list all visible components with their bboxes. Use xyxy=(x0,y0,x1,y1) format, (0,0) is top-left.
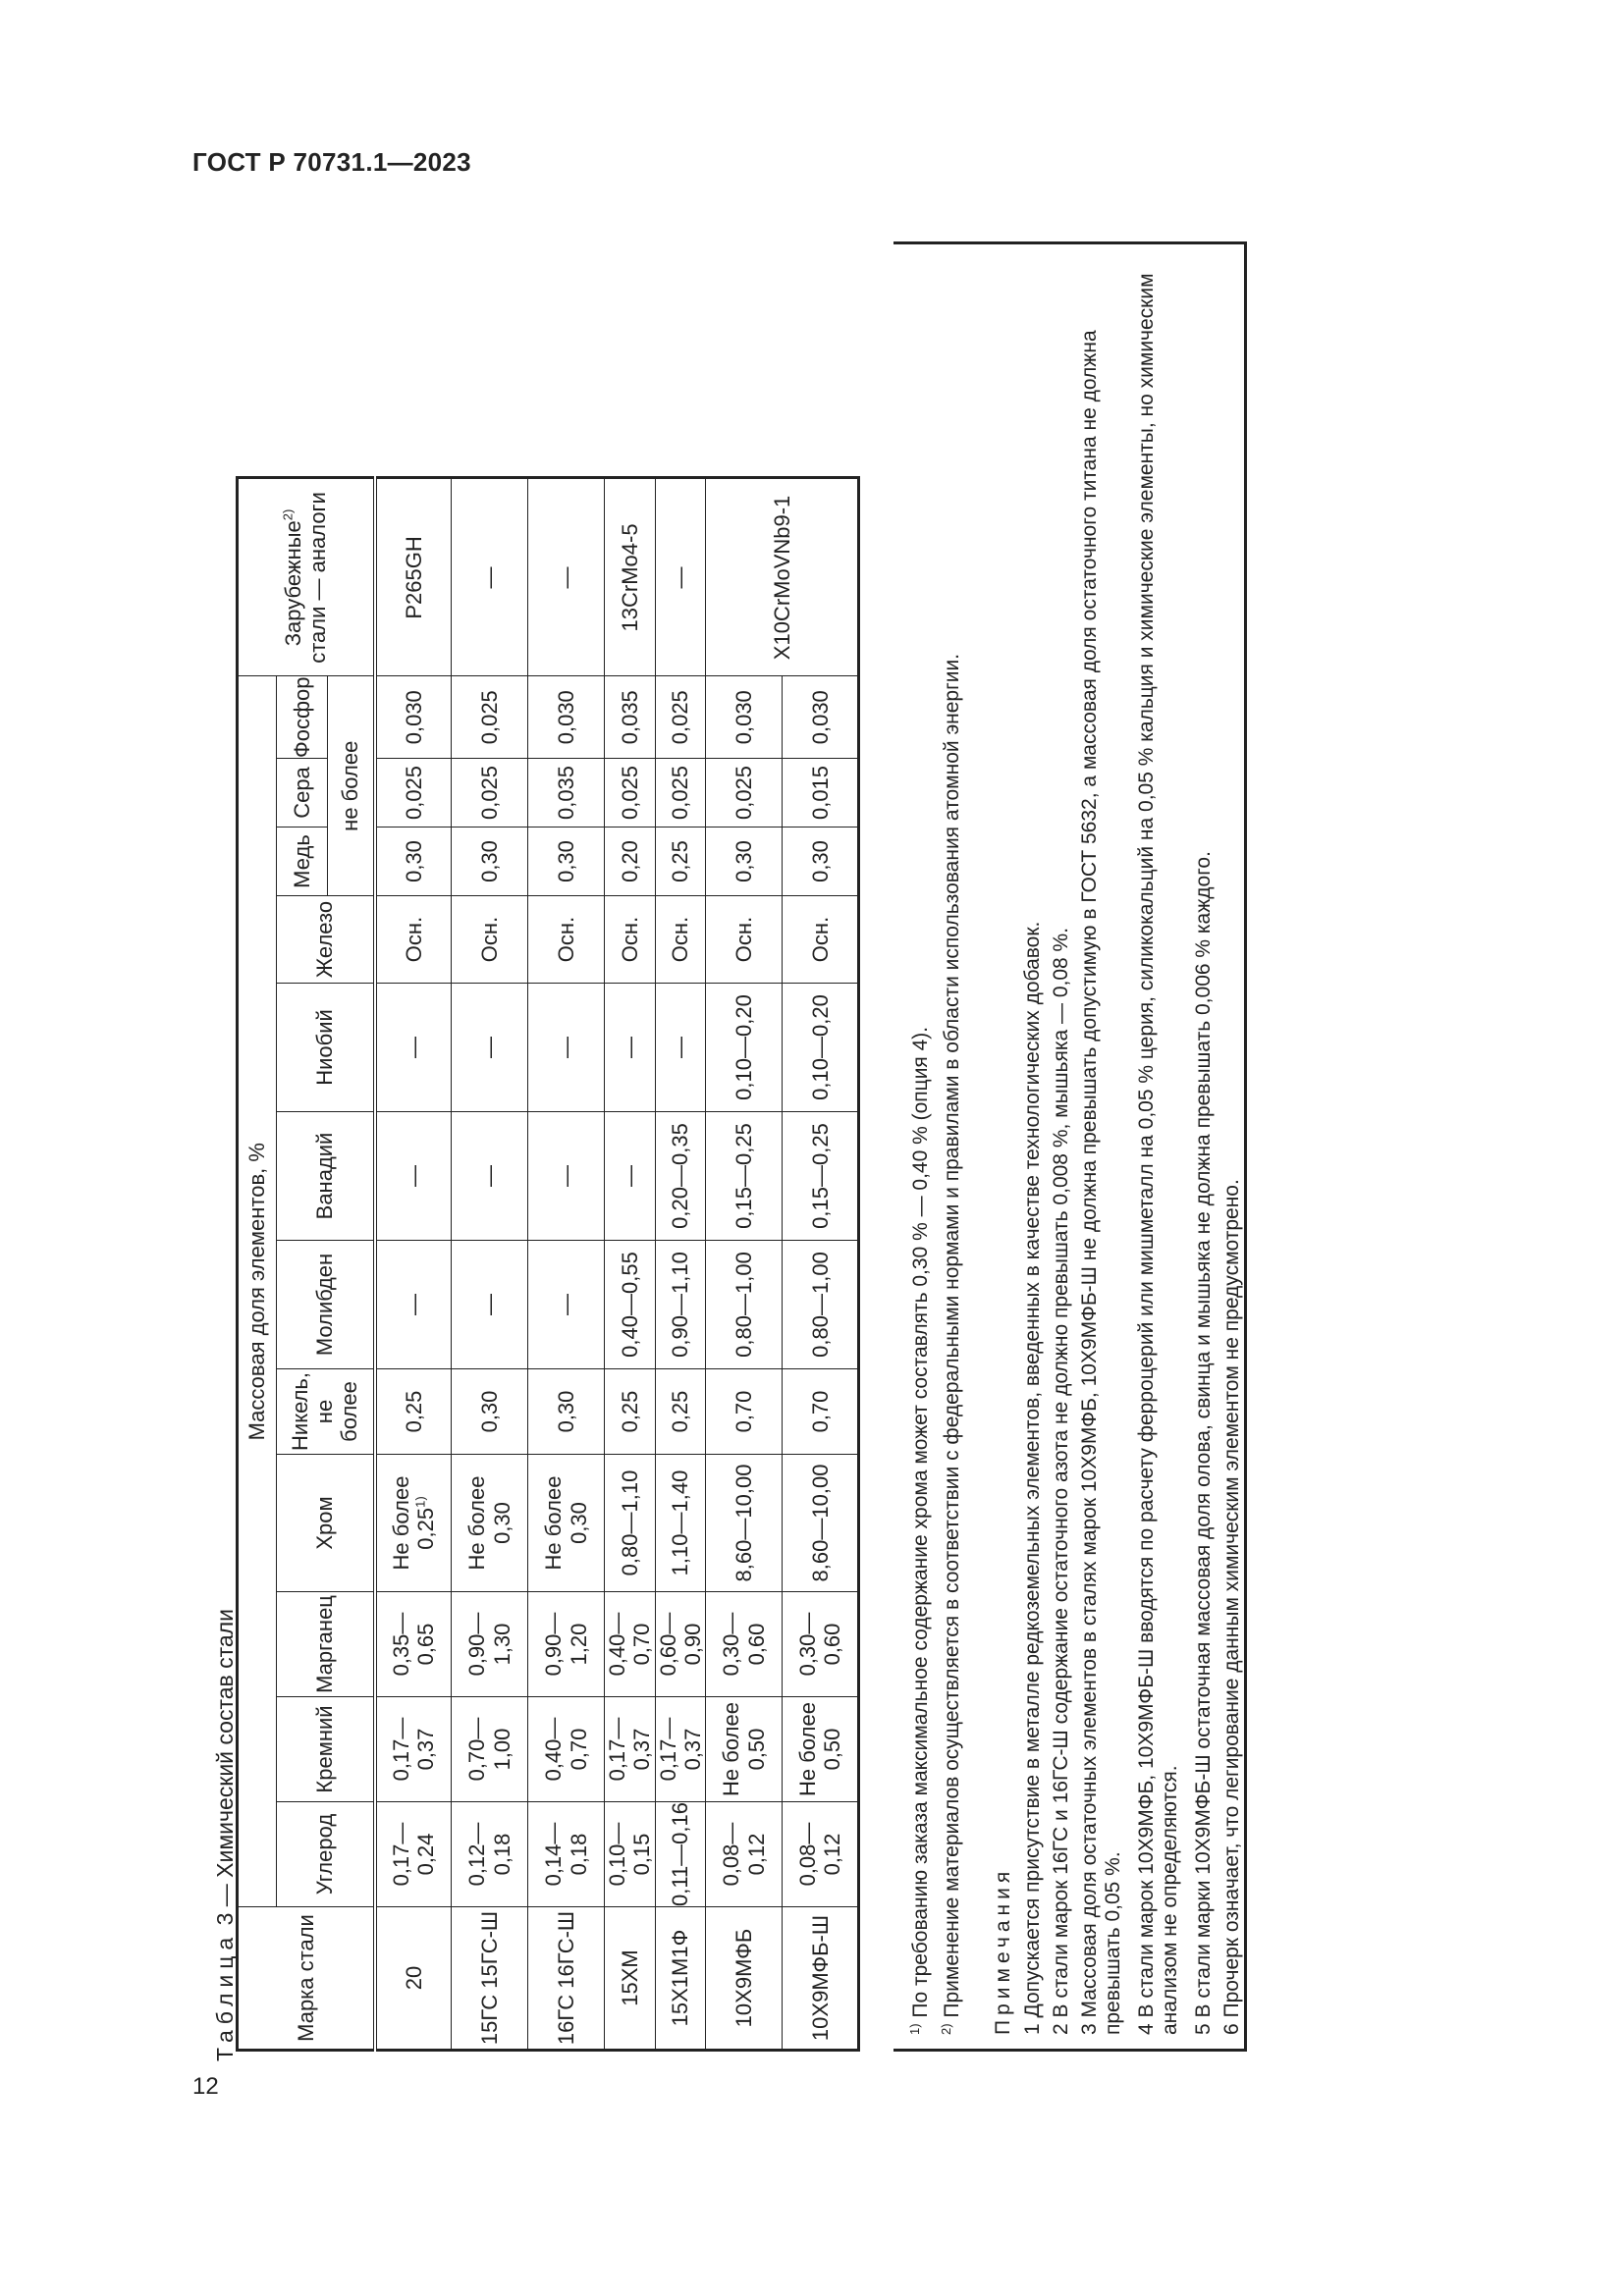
cell-value: Не более 0,50 xyxy=(794,1702,845,1796)
cell-copper xyxy=(452,828,528,896)
cell-value: Не более 0,25 xyxy=(388,1475,439,1571)
cell-value: 0,08—0,12 xyxy=(719,1822,769,1887)
cell-value: 0,30—0,60 xyxy=(794,1612,845,1677)
cell-vanadium xyxy=(605,1112,656,1241)
cell-value: 10Х9МФБ xyxy=(731,1928,757,2028)
cell-value: 0,025 xyxy=(617,765,642,821)
header-phosphorus: Фосфор xyxy=(277,676,328,759)
table-row xyxy=(783,478,859,2051)
cell-value: X10CrMoVNb9-1 xyxy=(769,495,794,661)
cell-value: 0,25 xyxy=(668,840,693,882)
cell-value: 13CrMo4-5 xyxy=(617,523,642,632)
cell-value: 0,25 xyxy=(668,1390,693,1433)
cell-phosphorus xyxy=(528,676,605,759)
header-niobium: Ниобий xyxy=(277,984,375,1112)
cell-value: 0,025 xyxy=(476,690,502,745)
cell-value: 0,30—0,60 xyxy=(719,1612,769,1677)
cell-value: 0,08—0,12 xyxy=(794,1822,845,1887)
cell-value: 0,25 xyxy=(401,1390,426,1433)
cell-silicon xyxy=(375,1697,452,1802)
cell-value: — xyxy=(401,1294,426,1315)
cell-niobium xyxy=(528,984,605,1112)
header-manganese: Марганец xyxy=(277,1592,375,1697)
cell-carbon xyxy=(528,1802,605,1907)
cell-vanadium xyxy=(528,1112,605,1241)
cell-footnote-mark: 1) xyxy=(412,1496,428,1508)
cell-value: 15ГС 15ГС-Ш xyxy=(476,1910,502,2046)
note-4: 4 В стали марок 10Х9МФБ, 10Х9МФБ-Ш вводятся по расчету ферроцерий или мишметалл на 0,05 % церия, силикокальций на 0,05 % кальция и химические элементы, но химическим анализом не определяются. xyxy=(1135,273,1181,2035)
cell-value: 0,90—1,20 xyxy=(541,1612,591,1677)
cell-molybdenum xyxy=(706,1241,783,1369)
cell-iron xyxy=(706,896,783,984)
cell-value: — xyxy=(617,1165,642,1187)
header-mass-fraction: Массовая доля элементов, % xyxy=(238,676,277,1907)
cell-foreign xyxy=(605,478,656,676)
cell-grade xyxy=(375,1907,452,2051)
cell-value: Не более 0,30 xyxy=(464,1475,514,1571)
cell-iron xyxy=(605,896,656,984)
cell-niobium xyxy=(706,984,783,1112)
cell-manganese xyxy=(528,1592,605,1697)
cell-value: 0,025 xyxy=(668,690,693,745)
cell-value: Осн. xyxy=(553,916,578,963)
cell-nickel xyxy=(528,1369,605,1455)
cell-nickel xyxy=(783,1369,859,1455)
cell-manganese xyxy=(783,1592,859,1697)
cell-foreign xyxy=(375,478,452,676)
cell-value: — xyxy=(553,1165,578,1187)
note-5: 5 В стали марки 10Х9МФБ-Ш остаточная массовая доля олова, свинца и мышьяка не должна превышать 0,006 % каждого. xyxy=(1192,851,1215,2035)
cell-value: 0,30 xyxy=(476,1390,502,1433)
table-row xyxy=(375,478,452,2051)
cell-carbon xyxy=(655,1802,706,1907)
table-row xyxy=(605,478,656,2051)
cell-value: 0,035 xyxy=(553,765,578,821)
cell-value: 15Х1М1Ф xyxy=(668,1929,693,2027)
header-copper: Медь xyxy=(277,828,328,896)
cell-nickel xyxy=(605,1369,656,1455)
table-caption xyxy=(212,1609,239,2061)
cell-value: Не более 0,30 xyxy=(541,1475,591,1571)
cell-sulfur xyxy=(452,759,528,828)
cell-value: 0,015 xyxy=(807,765,833,821)
cell-value: 0,90—1,10 xyxy=(668,1252,693,1358)
table-row xyxy=(452,478,528,2051)
cell-value: 8,60—10,00 xyxy=(807,1464,833,1582)
cell-value: 10Х9МФБ-Ш xyxy=(807,1914,833,2042)
cell-chromium xyxy=(783,1455,859,1592)
cell-molybdenum xyxy=(783,1241,859,1369)
cell-value: 0,030 xyxy=(553,690,578,745)
note-1: 1 Допускается присутствие в металле редкоземельных элементов, введенных в качестве технологических добавок. xyxy=(1021,921,1044,2035)
cell-value: 1,10—1,40 xyxy=(668,1469,693,1576)
header-chromium: Хром xyxy=(277,1455,375,1592)
cell-nickel xyxy=(452,1369,528,1455)
cell-value: 0,70 xyxy=(807,1390,833,1433)
cell-value: 0,030 xyxy=(401,690,426,745)
cell-manganese xyxy=(655,1592,706,1697)
cell-sulfur xyxy=(375,759,452,828)
cell-silicon xyxy=(655,1697,706,1802)
cell-value: 0,80—1,00 xyxy=(807,1252,833,1358)
cell-phosphorus xyxy=(375,676,452,759)
footnote-2 xyxy=(939,654,964,2035)
cell-carbon xyxy=(605,1802,656,1907)
cell-value: — xyxy=(476,1037,502,1058)
cell-value: 0,030 xyxy=(807,690,833,745)
cell-value: — xyxy=(617,1037,642,1058)
cell-value: Не более 0,50 xyxy=(719,1702,769,1796)
cell-carbon xyxy=(375,1802,452,1907)
notes-title: Примечания xyxy=(992,1866,1014,2035)
cell-manganese xyxy=(375,1592,452,1697)
note-2: 2 В стали марок 16ГС и 16ГС-Ш содержание остаточного азота не должно превышать 0,008 %, мышьяка — 0,08 %. xyxy=(1050,927,1072,2035)
header-foreign xyxy=(238,478,375,676)
cell-value: 8,60—10,00 xyxy=(731,1464,757,1582)
cell-value: 0,12—0,18 xyxy=(464,1822,514,1887)
chemical-composition-table xyxy=(236,476,860,2052)
cell-manganese xyxy=(452,1592,528,1697)
cell-iron xyxy=(452,896,528,984)
cell-value: 0,11—0,16 xyxy=(668,1801,693,1906)
cell-manganese xyxy=(706,1592,783,1697)
cell-iron xyxy=(655,896,706,984)
cell-value: 0,17—0,37 xyxy=(605,1717,655,1782)
cell-chromium xyxy=(528,1455,605,1592)
cell-value: Осн. xyxy=(807,916,833,963)
cell-value: 0,025 xyxy=(476,765,502,821)
cell-sulfur xyxy=(528,759,605,828)
cell-vanadium xyxy=(452,1112,528,1241)
cell-value: 0,40—0,70 xyxy=(541,1717,591,1782)
cell-niobium xyxy=(655,984,706,1112)
cell-value: 0,70—1,00 xyxy=(464,1717,514,1782)
cell-foreign xyxy=(655,478,706,676)
cell-nickel xyxy=(706,1369,783,1455)
cell-phosphorus xyxy=(706,676,783,759)
cell-copper xyxy=(655,828,706,896)
cell-foreign xyxy=(452,478,528,676)
cell-sulfur xyxy=(605,759,656,828)
cell-value: 0,030 xyxy=(731,690,757,745)
cell-silicon xyxy=(528,1697,605,1802)
cell-value: 0,15—0,25 xyxy=(807,1123,833,1229)
cell-phosphorus xyxy=(655,676,706,759)
header-foreign-sup: 2) xyxy=(280,508,296,521)
cell-vanadium xyxy=(706,1112,783,1241)
cell-niobium xyxy=(783,984,859,1112)
cell-niobium xyxy=(605,984,656,1112)
cell-value: 0,10—0,15 xyxy=(605,1822,655,1887)
footnote-text: По требованию заказа максимальное содержание хрома может составлять 0,30 % — 0,40 % (опция 4). xyxy=(909,1026,932,2018)
header-foreign-text-2: стали — аналоги xyxy=(305,492,331,664)
header-sulfur: Сера xyxy=(277,759,328,828)
cell-value: 0,40—0,55 xyxy=(617,1252,642,1358)
cell-chromium xyxy=(706,1455,783,1592)
cell-value: Осн. xyxy=(617,916,642,963)
header-iron: Железо xyxy=(277,896,375,984)
cell-value: 0,20 xyxy=(617,840,642,882)
cell-chromium xyxy=(605,1455,656,1592)
cell-vanadium xyxy=(655,1112,706,1241)
cell-value: — xyxy=(476,566,502,589)
notes-box xyxy=(893,241,1247,2052)
cell-value: 0,025 xyxy=(668,765,693,821)
header-silicon: Кремний xyxy=(277,1697,375,1802)
cell-vanadium xyxy=(783,1112,859,1241)
header-molybdenum: Молибден xyxy=(277,1241,375,1369)
cell-value: 15ХМ xyxy=(617,1949,642,2006)
header-carbon: Углерод xyxy=(277,1802,375,1907)
cell-iron xyxy=(375,896,452,984)
cell-molybdenum xyxy=(375,1241,452,1369)
cell-sulfur xyxy=(783,759,859,828)
cell-value: P265GH xyxy=(401,536,426,619)
cell-value: 0,17—0,37 xyxy=(388,1717,439,1782)
cell-nickel xyxy=(655,1369,706,1455)
cell-iron xyxy=(528,896,605,984)
cell-copper xyxy=(783,828,859,896)
cell-phosphorus xyxy=(452,676,528,759)
cell-manganese xyxy=(605,1592,656,1697)
note-3: 3 Массовая доля остаточных элементов в сталях марок 10Х9МФБ, 10Х9МФБ-Ш не должна превышать допустимую в ГОСТ 5632, а массовая доля остаточного титана не должна превышать 0,05 %. xyxy=(1078,330,1124,2035)
cell-niobium xyxy=(375,984,452,1112)
cell-niobium xyxy=(452,984,528,1112)
header-grade: Марка стали xyxy=(238,1907,375,2051)
cell-value: Осн. xyxy=(668,916,693,963)
cell-value: 0,14—0,18 xyxy=(541,1822,591,1887)
cell-carbon xyxy=(706,1802,783,1907)
cell-silicon xyxy=(783,1697,859,1802)
cell-value: 0,30 xyxy=(807,840,833,882)
header-nickel: Никель, не более xyxy=(277,1369,375,1455)
cell-iron xyxy=(783,896,859,984)
cell-chromium xyxy=(452,1455,528,1592)
caption-text: 3 — Химический состав стали xyxy=(212,1609,238,1926)
cell-value: 0,30 xyxy=(731,840,757,882)
cell-value: — xyxy=(401,1165,426,1187)
cell-value: 0,025 xyxy=(731,765,757,821)
header-not-more: не более xyxy=(328,676,375,896)
cell-value: 0,30 xyxy=(401,840,426,882)
cell-chromium xyxy=(655,1455,706,1592)
table-row xyxy=(655,478,706,2051)
cell-value: 0,17—0,24 xyxy=(388,1822,439,1887)
cell-carbon xyxy=(452,1802,528,1907)
cell-value: 0,70 xyxy=(731,1390,757,1433)
cell-value: 0,10—0,20 xyxy=(731,994,757,1100)
footnote-mark: 2) xyxy=(939,2023,953,2035)
cell-grade xyxy=(452,1907,528,2051)
page-number: 12 xyxy=(192,2073,219,2100)
cell-vanadium xyxy=(375,1112,452,1241)
cell-value: 16ГС 16ГС-Ш xyxy=(553,1910,578,2046)
cell-chromium xyxy=(375,1455,452,1592)
cell-value: 0,10—0,20 xyxy=(807,994,833,1100)
cell-copper xyxy=(375,828,452,896)
footnote-text: Применение материалов осуществляется в соответствии с федеральными нормами и правилами в области использования атомной энергии. xyxy=(941,653,963,2018)
cell-value: 0,60—0,90 xyxy=(655,1612,705,1677)
cell-value: 0,30 xyxy=(553,1390,578,1433)
footnote-1 xyxy=(907,1027,933,2035)
note-6: 6 Прочерк означает, что легирование данным химическим элементом не предусмотрено. xyxy=(1220,1179,1243,2035)
cell-value: 0,035 xyxy=(617,690,642,745)
cell-value: 20 xyxy=(401,1965,426,1991)
document-header: ГОСТ Р 70731.1—2023 xyxy=(192,147,471,177)
cell-value: 0,25 xyxy=(617,1390,642,1433)
cell-carbon xyxy=(783,1802,859,1907)
cell-phosphorus xyxy=(783,676,859,759)
cell-value: 0,15—0,25 xyxy=(731,1123,757,1229)
cell-value: 0,20—0,35 xyxy=(668,1123,693,1229)
cell-value: — xyxy=(668,1037,693,1058)
cell-phosphorus xyxy=(605,676,656,759)
cell-grade xyxy=(706,1907,783,2051)
cell-silicon xyxy=(706,1697,783,1802)
cell-molybdenum xyxy=(655,1241,706,1369)
cell-copper xyxy=(706,828,783,896)
cell-copper xyxy=(528,828,605,896)
cell-value: — xyxy=(553,566,578,589)
cell-value: — xyxy=(553,1294,578,1315)
cell-value: — xyxy=(668,566,693,589)
table-row xyxy=(528,478,605,2051)
cell-value: 0,30 xyxy=(553,840,578,882)
cell-value: 0,90—1,30 xyxy=(464,1612,514,1677)
cell-sulfur xyxy=(706,759,783,828)
header-foreign-text: Зарубежные xyxy=(280,520,305,647)
cell-molybdenum xyxy=(528,1241,605,1369)
header-vanadium: Ванадий xyxy=(277,1112,375,1241)
cell-value: 0,35—0,65 xyxy=(388,1612,439,1677)
cell-value: 0,025 xyxy=(401,765,426,821)
cell-value: 0,80—1,00 xyxy=(731,1252,757,1358)
cell-value: Осн. xyxy=(476,916,502,963)
cell-grade xyxy=(655,1907,706,2051)
cell-silicon xyxy=(605,1697,656,1802)
cell-value: 0,30 xyxy=(476,840,502,882)
cell-molybdenum xyxy=(605,1241,656,1369)
cell-value: — xyxy=(401,1037,426,1058)
cell-value: Осн. xyxy=(731,916,757,963)
cell-foreign xyxy=(706,478,859,676)
cell-value: — xyxy=(476,1165,502,1187)
table-row xyxy=(706,478,783,2051)
cell-grade xyxy=(528,1907,605,2051)
cell-value: 0,40—0,70 xyxy=(605,1612,655,1677)
cell-grade xyxy=(783,1907,859,2051)
cell-nickel xyxy=(375,1369,452,1455)
cell-molybdenum xyxy=(452,1241,528,1369)
cell-value: Осн. xyxy=(401,916,426,963)
cell-value: — xyxy=(476,1294,502,1315)
caption-prefix: Таблица xyxy=(212,1931,238,2061)
cell-sulfur xyxy=(655,759,706,828)
cell-value: 0,17—0,37 xyxy=(655,1717,705,1782)
cell-copper xyxy=(605,828,656,896)
cell-foreign xyxy=(528,478,605,676)
cell-silicon xyxy=(452,1697,528,1802)
cell-value: — xyxy=(553,1037,578,1058)
cell-grade xyxy=(605,1907,656,2051)
rotated-content xyxy=(206,216,1247,2061)
cell-value: 0,80—1,10 xyxy=(617,1469,642,1576)
footnote-mark: 1) xyxy=(907,2023,922,2035)
